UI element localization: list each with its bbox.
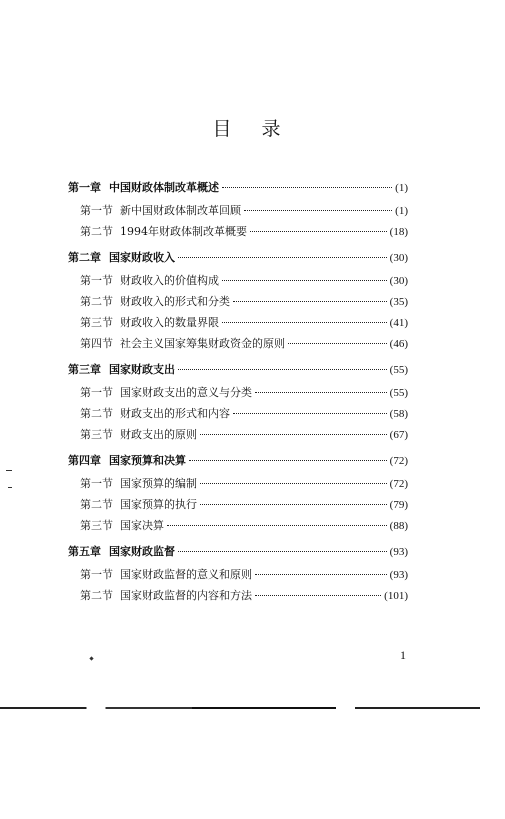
dot-leader (200, 504, 387, 505)
section-title: 财政支出的形式和内容 (120, 407, 230, 420)
section-page: (79) (389, 499, 408, 511)
dot-leader (200, 483, 387, 484)
section-page: (41) (389, 317, 408, 329)
section-page: (46) (389, 338, 408, 350)
dot-leader (250, 231, 387, 232)
chapter-number: 第二章 (68, 251, 101, 264)
section-title: 国家财政监督的内容和方法 (120, 589, 252, 602)
chapter-number: 第五章 (68, 545, 101, 558)
section-entry[interactable] (68, 205, 408, 217)
chapter-page: (55) (389, 364, 408, 376)
section-page: (30) (389, 275, 408, 287)
section-entry[interactable] (68, 520, 408, 532)
section-page: (93) (389, 569, 408, 581)
chapter-entry[interactable] (68, 455, 408, 469)
chapter-entry[interactable] (68, 546, 408, 560)
page-number: 1 (400, 648, 406, 662)
section-number: 第三节 (80, 428, 113, 441)
section-page: (1) (395, 205, 408, 217)
section-title: 国家预算的编制 (120, 477, 197, 490)
scan-mark (89, 656, 93, 660)
section-title: 财政收入的价值构成 (120, 274, 219, 287)
section-title: 国家决算 (120, 519, 164, 532)
section-number: 第四节 (80, 337, 113, 350)
table-of-contents (68, 182, 408, 602)
section-entry[interactable] (68, 590, 408, 602)
section-title: 财政支出的原则 (120, 428, 197, 441)
page-title: 目 录 (212, 118, 293, 140)
section-number: 第二节 (80, 225, 113, 238)
chapter-title: 中国财政体制改革概述 (109, 181, 219, 194)
dot-leader (200, 434, 387, 435)
section-number: 第一节 (80, 274, 113, 287)
dot-leader (255, 574, 387, 575)
dot-leader (222, 280, 387, 281)
section-page: (58) (389, 408, 408, 420)
chapter-title: 国家预算和决算 (109, 454, 186, 467)
section-number: 第二节 (80, 295, 113, 308)
section-page: (101) (384, 590, 408, 602)
section-number: 第三节 (80, 519, 113, 532)
dot-leader (233, 413, 387, 414)
dot-leader (255, 392, 387, 393)
section-number: 第二节 (80, 498, 113, 511)
chapter-number: 第四章 (68, 454, 101, 467)
section-title: 新中国财政体制改革回顾 (120, 204, 241, 217)
chapter-page: (1) (395, 182, 408, 194)
section-number: 第三节 (80, 316, 113, 329)
section-number: 第二节 (80, 407, 113, 420)
scan-mark (8, 487, 12, 488)
section-title: 财政收入的数量界限 (120, 316, 219, 329)
section-page: (18) (389, 226, 408, 238)
chapter-title: 国家财政支出 (109, 363, 175, 376)
section-page: (72) (389, 478, 408, 490)
chapter-entry[interactable] (68, 364, 408, 378)
section-number: 第二节 (80, 589, 113, 602)
dot-leader (167, 525, 387, 526)
section-entry[interactable] (68, 569, 408, 581)
section-title: 国家预算的执行 (120, 498, 197, 511)
section-entry[interactable] (68, 387, 408, 399)
dot-leader (189, 460, 387, 461)
dot-leader (222, 187, 392, 188)
dot-leader (244, 210, 392, 211)
section-entry[interactable] (68, 429, 408, 441)
section-entry[interactable] (68, 317, 408, 329)
dot-leader (255, 595, 381, 596)
chapter-title: 国家财政监督 (109, 545, 175, 558)
section-number: 第一节 (80, 386, 113, 399)
section-entry[interactable] (68, 275, 408, 287)
chapter-number: 第一章 (68, 181, 101, 194)
section-title: 财政收入的形式和分类 (120, 295, 230, 308)
section-page: (55) (389, 387, 408, 399)
dot-leader (222, 322, 387, 323)
section-title: 国家财政支出的意义与分类 (120, 386, 252, 399)
chapter-title: 国家财政收入 (109, 251, 175, 264)
section-page: (88) (389, 520, 408, 532)
section-entry[interactable] (68, 338, 408, 350)
chapter-entry[interactable] (68, 252, 408, 266)
scan-edge-line (0, 707, 480, 709)
chapter-number: 第三章 (68, 363, 101, 376)
dot-leader (233, 301, 387, 302)
chapter-page: (72) (389, 455, 408, 467)
section-page: (67) (389, 429, 408, 441)
section-number: 第一节 (80, 477, 113, 490)
chapter-page: (30) (389, 252, 408, 264)
section-entry[interactable] (68, 408, 408, 420)
section-title: 1994年财政体制改革概要 (120, 225, 247, 238)
dot-leader (178, 257, 387, 258)
section-entry[interactable] (68, 296, 408, 308)
section-number: 第一节 (80, 204, 113, 217)
dot-leader (178, 369, 387, 370)
chapter-entry[interactable] (68, 182, 408, 196)
section-entry[interactable] (68, 226, 408, 238)
dot-leader (178, 551, 387, 552)
section-entry[interactable] (68, 478, 408, 490)
section-entry[interactable] (68, 499, 408, 511)
dot-leader (288, 343, 387, 344)
section-number: 第一节 (80, 568, 113, 581)
section-title: 国家财政监督的意义和原则 (120, 568, 252, 581)
section-title: 社会主义国家筹集财政资金的原则 (120, 337, 285, 350)
chapter-page: (93) (389, 546, 408, 558)
scan-mark (6, 470, 12, 471)
section-page: (35) (389, 296, 408, 308)
